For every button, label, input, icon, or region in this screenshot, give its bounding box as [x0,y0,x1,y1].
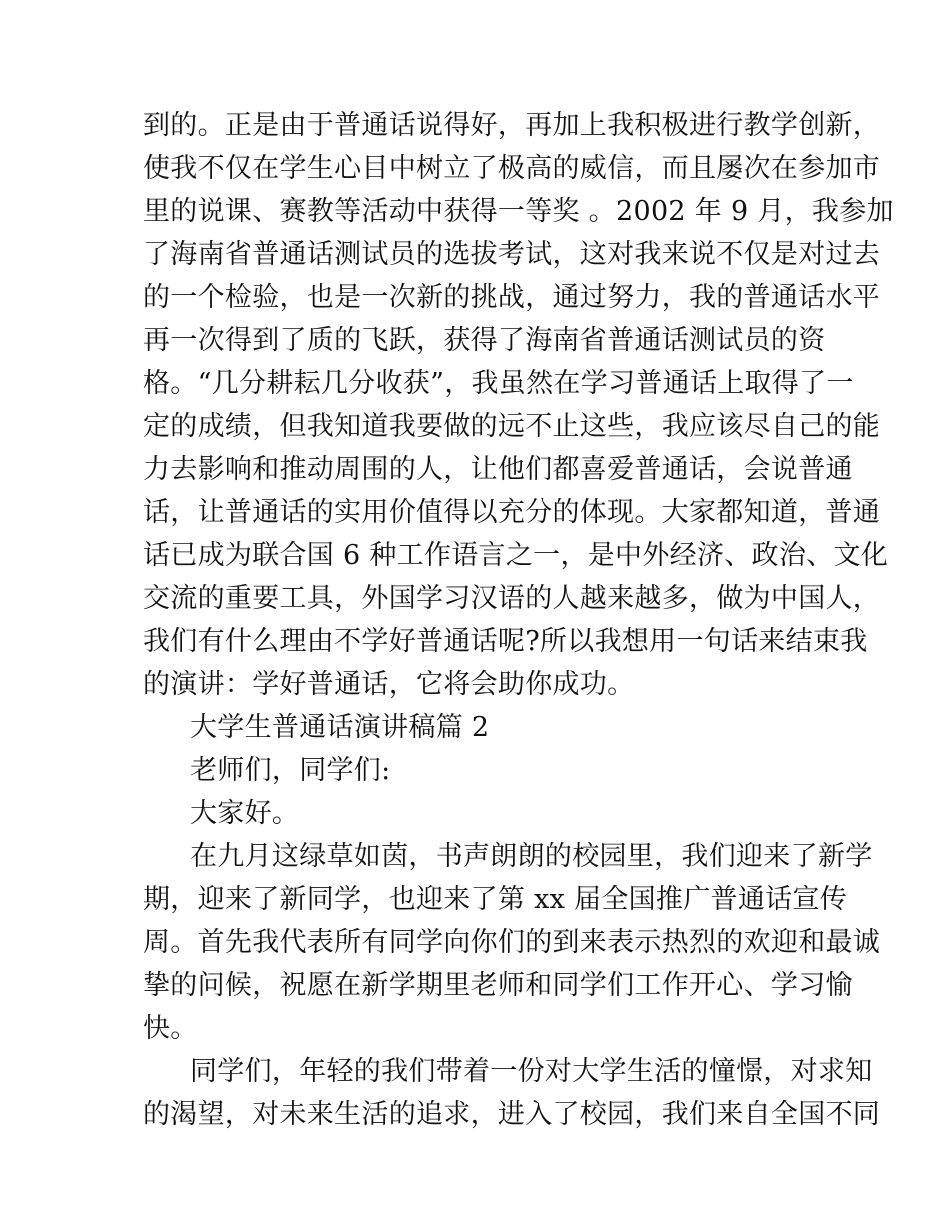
body-text-line: 再一次得到了质的飞跃，获得了海南省普通话测试员的资 [143,325,826,356]
body-text-line: 快。 [143,1013,198,1044]
body-text-line: 使我不仅在学生心目中树立了极高的威信，而且屡次在参加市 [143,153,881,184]
body-text-line: 同学们，年轻的我们带着一份对大学生活的憧憬，对求知 [190,1056,873,1087]
body-text-line: 的渴望，对未来生活的追求，进入了校园，我们来自全国不同 [143,1099,881,1130]
body-text-line: 在九月这绿草如茵，书声朗朗的校园里，我们迎来了新学 [190,841,873,872]
body-text-line: 力去影响和推动周围的人，让他们都喜爱普通话，会说普通 [143,454,853,485]
body-text-line: 了海南省普通话测试员的选拔考试，这对我来说不仅是对过去 [143,239,881,270]
body-text-line: 的一个检验，也是一次新的挑战，通过努力，我的普通话水平 [143,282,881,313]
section-heading: 大学生普通话演讲稿篇 2 [190,712,490,743]
body-text-line: 的演讲：学好普通话，它将会助你成功。 [143,669,635,700]
salutation: 老师们，同学们: [190,755,391,786]
body-text-line: 期，迎来了新同学，也迎来了第 xx 届全国推广普通话宣传 [143,884,848,915]
body-text-line: 格。“几分耕耘几分收获”，我虽然在学习普通话上取得了一 [143,368,854,399]
body-text-line: 我们有什么理由不学好普通话呢?所以我想用一句话来结束我 [143,626,868,657]
body-text-line: 周。首先我代表所有同学向你们的到来表示热烈的欢迎和最诚 [143,927,881,958]
greeting: 大家好。 [190,798,300,829]
body-text-line: 交流的重要工具，外国学习汉语的人越来越多，做为中国人， [143,583,881,614]
body-text-line: 挚的问候，祝愿在新学期里老师和同学们工作开心、学习愉 [143,970,853,1001]
body-text-line: 里的说课、赛教等活动中获得一等奖 。2002 年 9 月，我参加 [143,196,894,227]
body-text-line: 到的。正是由于普通话说得好，再加上我积极进行教学创新， [143,110,881,141]
body-text-line: 话，让普通话的实用价值得以充分的体现。大家都知道，普通 [143,497,881,528]
body-text-line: 定的成绩，但我知道我要做的远不止这些，我应该尽自己的能 [143,411,881,442]
body-text-line: 话已成为联合国 6 种工作语言之一，是中外经济、政治、文化 [143,540,889,571]
